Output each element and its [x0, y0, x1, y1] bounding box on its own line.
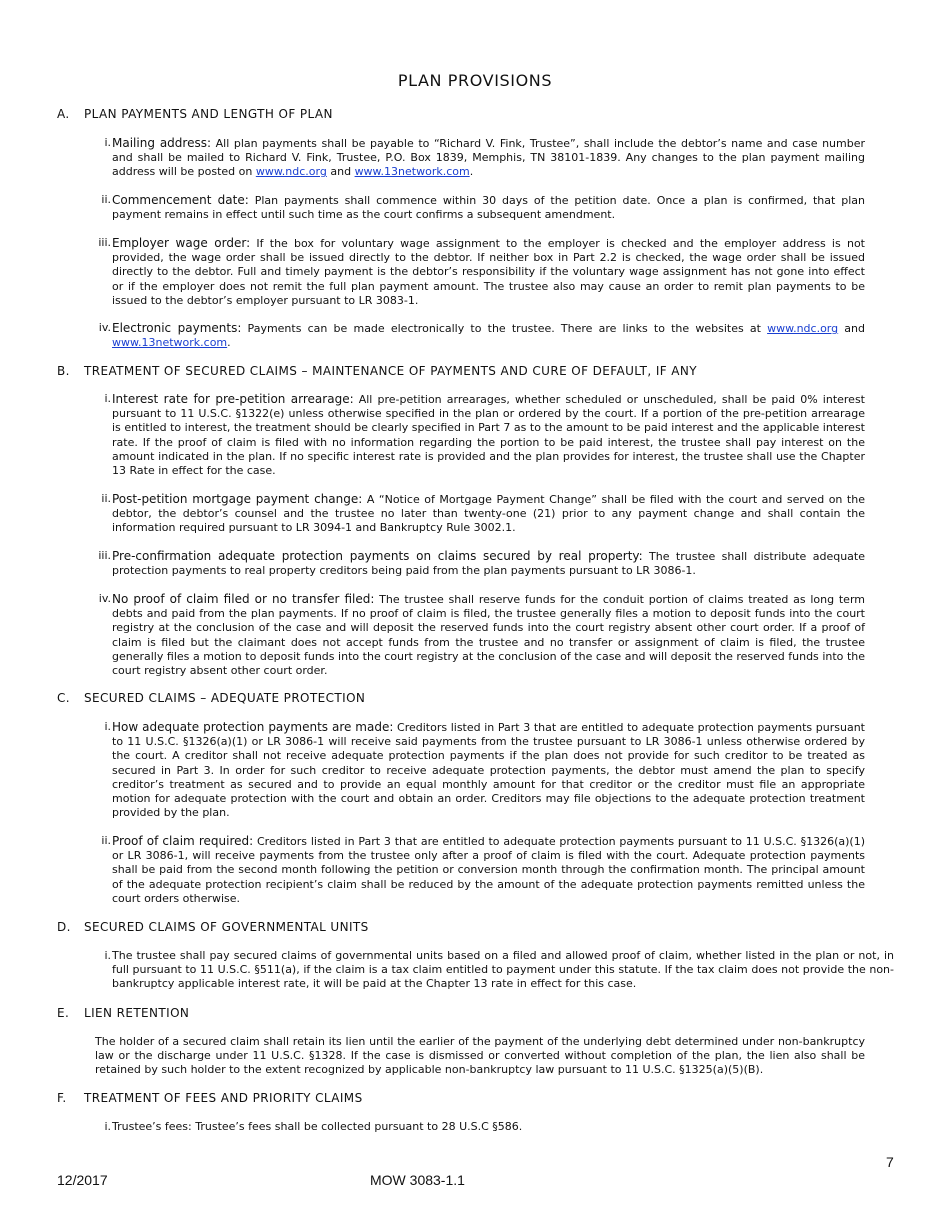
item-number: i.: [104, 392, 111, 405]
item-text: Payments can be made electronically to the trustee. There are links to the websites at: [241, 322, 768, 335]
item-lead: Trustee’s fees:: [112, 1120, 192, 1133]
item-text: .: [469, 165, 474, 179]
list-item: [95, 834, 865, 906]
item-lead: How adequate protection payments are made:: [112, 720, 394, 734]
list-item: [95, 136, 865, 180]
item-text: The trustee shall reserve funds for the conduit portion of claims treated as long term debts and paid from the plan payments. If no proof of claim is filed, the trustee generally files a motion to deposit funds into the court registry at the conclusion of the case and will deposit the reserved funds into the court registry absent other court order. If a proof of claim is filed but the claimant does not accept funds from the trustee and no transfer or assignment of claim is filed, the trustee generally files a motion to deposit funds into the court registry at the conclusion of the case and will deposit the reserved funds into the court registry absent other court order.: [112, 593, 865, 678]
item-lead: Electronic payments:: [112, 321, 242, 335]
list-item: [95, 720, 865, 820]
list-item: [95, 392, 865, 478]
section-title: PLAN PAYMENTS AND LENGTH OF PLAN: [84, 107, 333, 121]
list-item: [95, 492, 865, 536]
item-number: iv.: [98, 321, 111, 334]
item-number: i.: [104, 136, 111, 149]
item-body: [112, 592, 865, 678]
section-d-heading: [57, 920, 369, 934]
item-lead: Mailing address:: [112, 136, 212, 150]
section-letter: A.: [57, 107, 70, 121]
item-body: [112, 236, 865, 308]
item-number: ii.: [101, 834, 111, 847]
item-body: [112, 1120, 865, 1134]
13network-link[interactable]: www.13network.com: [354, 165, 470, 179]
item-text: If the box for voluntary wage assignment to the employer is checked and the employer address is not provided, the wage order shall be issued directly to the debtor. If neither box in Part 2.2 is checked, the wage order shall be issued directly to the debtor. Full and timely payment is the debtor’s responsibility if the voluntary wage assignment has not gone into effect or if the employer does not remit the full plan payment amount. The trustee also may cause an order to remit plan payments to be issued to the debtor’s employer pursuant to LR 3083-1.: [112, 237, 865, 307]
section-letter: F.: [57, 1091, 67, 1105]
item-text: All pre-petition arrearages, whether scheduled or unscheduled, shall be paid 0% interest pursuant to 11 U.S.C. §1322(e) unless otherwise specified in the plan or ordered by the court. If a portion of the pre-petition arrearage is entitled to interest, the treatment should be clearly specified in Part 7 as to the amount to be paid interest and the applicable interest rate. If the proof of claim is filed with no information regarding the portion to be paid interest, the trustee shall pay interest on the amount indicated in the plan. If no specific interest rate is provided and the plan provides for interest, the trustee shall use the Chapter 13 Rate in effect for the case.: [112, 393, 865, 478]
item-lead: No proof of claim filed or no transfer filed:: [112, 592, 375, 606]
section-title: SECURED CLAIMS – ADEQUATE PROTECTION: [84, 691, 366, 705]
section-title: TREATMENT OF FEES AND PRIORITY CLAIMS: [84, 1091, 363, 1105]
item-text: The trustee shall distribute adequate protection payments to real property creditors being paid from the plan payments pursuant to LR 3086-1.: [112, 550, 865, 578]
item-body: [112, 492, 865, 536]
item-lead: Interest rate for pre-petition arrearage:: [112, 392, 354, 406]
item-text: Creditors listed in Part 3 that are entitled to adequate protection payments pursuant to 11 U.S.C. §1326(a)(1) or LR 3086-1 will receive said payments from the trustee pursuant to LR 3086-1 unless otherwise ordered by the court. A creditor shall not receive adequate protection payments if the plan does not provide for such creditor to be treated as secured in Part 3. In order for such creditor to receive adequate protection payments, the debtor must amend the plan to specify creditor’s treatment as secured and to provide an equal monthly amount for that creditor or the creditor must file an appropriate motion for adequate protection with the court and obtain an order. Creditors may file objections to the adequate protection treatment provided by the plan.: [112, 721, 865, 820]
section-letter: B.: [57, 364, 70, 378]
item-body: [112, 136, 865, 180]
list-item: [95, 193, 865, 222]
item-text: The trustee shall pay secured claims of governmental units based on a filed and allowed proof of claim, whether listed in the plan or not, in full pursuant to 11 U.S.C. §511(a), if the claim is a tax claim entitled to payment under this statute. If the tax claim does not provide the non-bankruptcy applicable interest rate, it will be paid at the Chapter 13 rate in effect for this case.: [112, 949, 894, 991]
section-letter: D.: [57, 920, 71, 934]
item-lead: Employer wage order:: [112, 236, 251, 250]
item-body: [112, 834, 865, 906]
footer-form-id: MOW 3083-1.1: [370, 1172, 465, 1188]
section-a-heading: [57, 107, 333, 121]
item-text: A “Notice of Mortgage Payment Change” shall be filed with the court and served on the debtor, the debtor’s counsel and the trustee no later than twenty-one (21) prior to any payment change and shall contain the information required pursuant to LR 3094-1 and Bankruptcy Rule 3002.1.: [112, 493, 865, 535]
list-item: [95, 949, 894, 992]
section-c-heading: [57, 691, 365, 705]
item-text: and: [326, 165, 355, 179]
item-text: and: [838, 322, 865, 335]
item-body: [112, 720, 865, 820]
list-item: [95, 321, 865, 350]
item-lead: Pre-confirmation adequate protection payments on claims secured by real property:: [112, 549, 643, 563]
item-number: i.: [104, 1120, 111, 1133]
lien-retention-paragraph: The holder of a secured claim shall retain its lien until the earlier of the payment of the underlying debt determined under non-bankruptcy law or the discharge under 11 U.S.C. §1328. If the case is dismissed or converted without completion of the plan, the lien also shall be retained by such holder to the extent recognized by applicable non-bankruptcy law pursuant to 11 U.S.C. §1325(a)(5)(B).: [95, 1035, 865, 1077]
item-body: [112, 549, 865, 578]
item-number: ii.: [101, 492, 111, 505]
item-text: All plan payments shall be payable to “Richard V. Fink, Trustee”, shall include the debtor’s name and case number and shall be mailed to Richard V. Fink, Trustee, P.O. Box 1839, Memphis, TN 38101-1839. Any changes to the plan payment mailing address will be posted on: [112, 137, 865, 179]
section-b-heading: [57, 364, 697, 378]
item-lead: Post-petition mortgage payment change:: [112, 492, 363, 506]
section-letter: E.: [57, 1006, 70, 1020]
item-text: Creditors listed in Part 3 that are entitled to adequate protection payments pursuant to 11 U.S.C. §1326(a)(1) or LR 3086-1, will receive payments from the trustee only after a proof of claim is filed with the court. Adequate protection payments shall be paid from the second month following the petition or conversion month through the confirmation month. The principal amount of the adequate protection recipient’s claim shall be reduced by the amount of the adequate protection payments remitted unless the court orders otherwise.: [112, 835, 865, 905]
item-text: Trustee’s fees shall be collected pursuant to 28 U.S.C §586.: [191, 1120, 523, 1133]
page-number: 7: [886, 1154, 894, 1170]
item-number: i.: [104, 949, 111, 962]
item-body: [112, 949, 894, 992]
item-number: i.: [104, 720, 111, 733]
item-text: Plan payments shall commence within 30 days of the petition date. Once a plan is confirmed, that plan payment remains in effect until such time as the court confirms a subsequent amendment.: [112, 194, 865, 222]
section-letter: C.: [57, 691, 70, 705]
page-title: PLAN PROVISIONS: [397, 71, 553, 90]
section-title: TREATMENT OF SECURED CLAIMS – MAINTENANCE OF PAYMENTS AND CURE OF DEFAULT, IF ANY: [84, 364, 698, 378]
list-item: [95, 549, 865, 578]
item-number: ii.: [101, 193, 111, 206]
list-item: [95, 1120, 865, 1134]
ndc-link[interactable]: www.ndc.org: [255, 165, 327, 179]
item-number: iii.: [98, 236, 111, 249]
item-lead: Proof of claim required:: [112, 834, 254, 848]
section-e-heading: [57, 1006, 189, 1020]
item-text: .: [227, 336, 231, 350]
item-number: iv.: [98, 592, 111, 605]
section-f-heading: [57, 1091, 363, 1105]
item-body: [112, 193, 865, 222]
list-item: [95, 236, 865, 308]
section-title: SECURED CLAIMS OF GOVERNMENTAL UNITS: [84, 920, 369, 934]
item-body: [112, 392, 865, 478]
footer-date: 12/2017: [57, 1172, 108, 1188]
section-title: LIEN RETENTION: [84, 1006, 190, 1020]
13network-link[interactable]: www.13network.com: [112, 336, 228, 350]
item-lead: Commencement date:: [112, 193, 249, 207]
item-number: iii.: [98, 549, 111, 562]
list-item: [95, 592, 865, 678]
ndc-link[interactable]: www.ndc.org: [767, 322, 839, 335]
item-body: [112, 321, 865, 350]
